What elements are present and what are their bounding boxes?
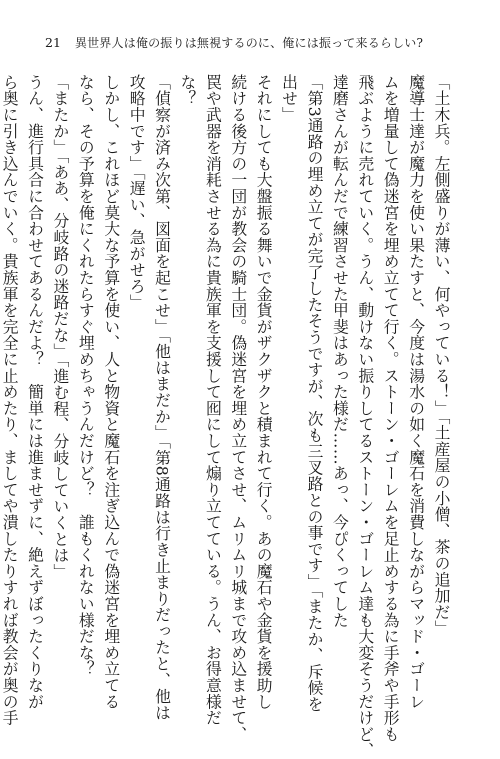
- text-line: 出せ」: [279, 74, 299, 123]
- running-header: [45, 34, 470, 52]
- text-line: それにしても大盤振る舞いで金貨がザクザクと積まれて行く。あの魔石や金貨を援助し: [254, 74, 274, 710]
- text-line: ら奥に引き込んでいく。貴族軍を完全に止めたり、ましてや潰したりすれば教会が奥の手: [0, 74, 20, 726]
- book-title: 異世界人は俺の振りは無視するのに、俺には振って来るらしい?: [74, 36, 424, 50]
- text-line: 達磨さんが転んだで練習させた甲斐はあった様だ……あっ、今ぴくってした: [330, 74, 350, 629]
- text-line: 「またか」「ああ、分岐路の迷路だな」「進む程、分岐していくとは」: [50, 74, 70, 580]
- text-line: な？: [177, 74, 197, 107]
- text-line: 魔導士達が魔力を使い果たすと、今度は湯水の如く魔石を消費しながらマッド・ゴーレ: [406, 74, 426, 710]
- text-line: 「第3通路の埋め立てが完了したそうですが、次も三叉路との事です」「またか、斥候を: [304, 74, 324, 713]
- text-line: 「偵察が済み次第、図面を起こせ」「他はまだか」「第8通路は行き止まりだったと、他は: [152, 74, 172, 721]
- text-line: 罠や武器を消耗させる為に貴族軍を支援して囮にして煽り立てている。うん、お得意様だ: [203, 74, 223, 726]
- text-line: ムを増量して偽迷宮を埋め立てて行く。ストーン・ゴーレムを足止めする為に手斧や手形も: [381, 74, 401, 743]
- text-line: 飛ぶように売れていく。うん、動けない振りしてるストーン・ゴーレム達も大変そうだけど、: [355, 74, 375, 759]
- page-number: 21: [45, 35, 61, 50]
- text-line: 「土木兵。左側盛りが薄い、何やっている！」「土産屋の小僧、茶の追加だ」: [432, 74, 451, 637]
- text-line: 攻略中です」「遅い、急がせろ」: [127, 74, 147, 311]
- text-line: 続ける後方の一団が教会の騎士団。偽迷宮を埋め立てさせ、ムリムリ城まで攻め込ませて、: [228, 74, 248, 743]
- text-line: うん、進行具合に合わせてあるんだよ？ 簡単には進ませずに、絶えずぼったくりなが: [25, 74, 45, 710]
- vertical-text-body: [0, 74, 454, 759]
- text-line: なら、その予算を俺にくれたらすぐ埋めちゃうんだけど？ 誰もくれない様だな？: [76, 74, 96, 678]
- text-line: しかし、これほど莫大な予算を使い、人と物資と魔石を注ぎ込んで偽迷宮を埋め立てる: [101, 74, 121, 710]
